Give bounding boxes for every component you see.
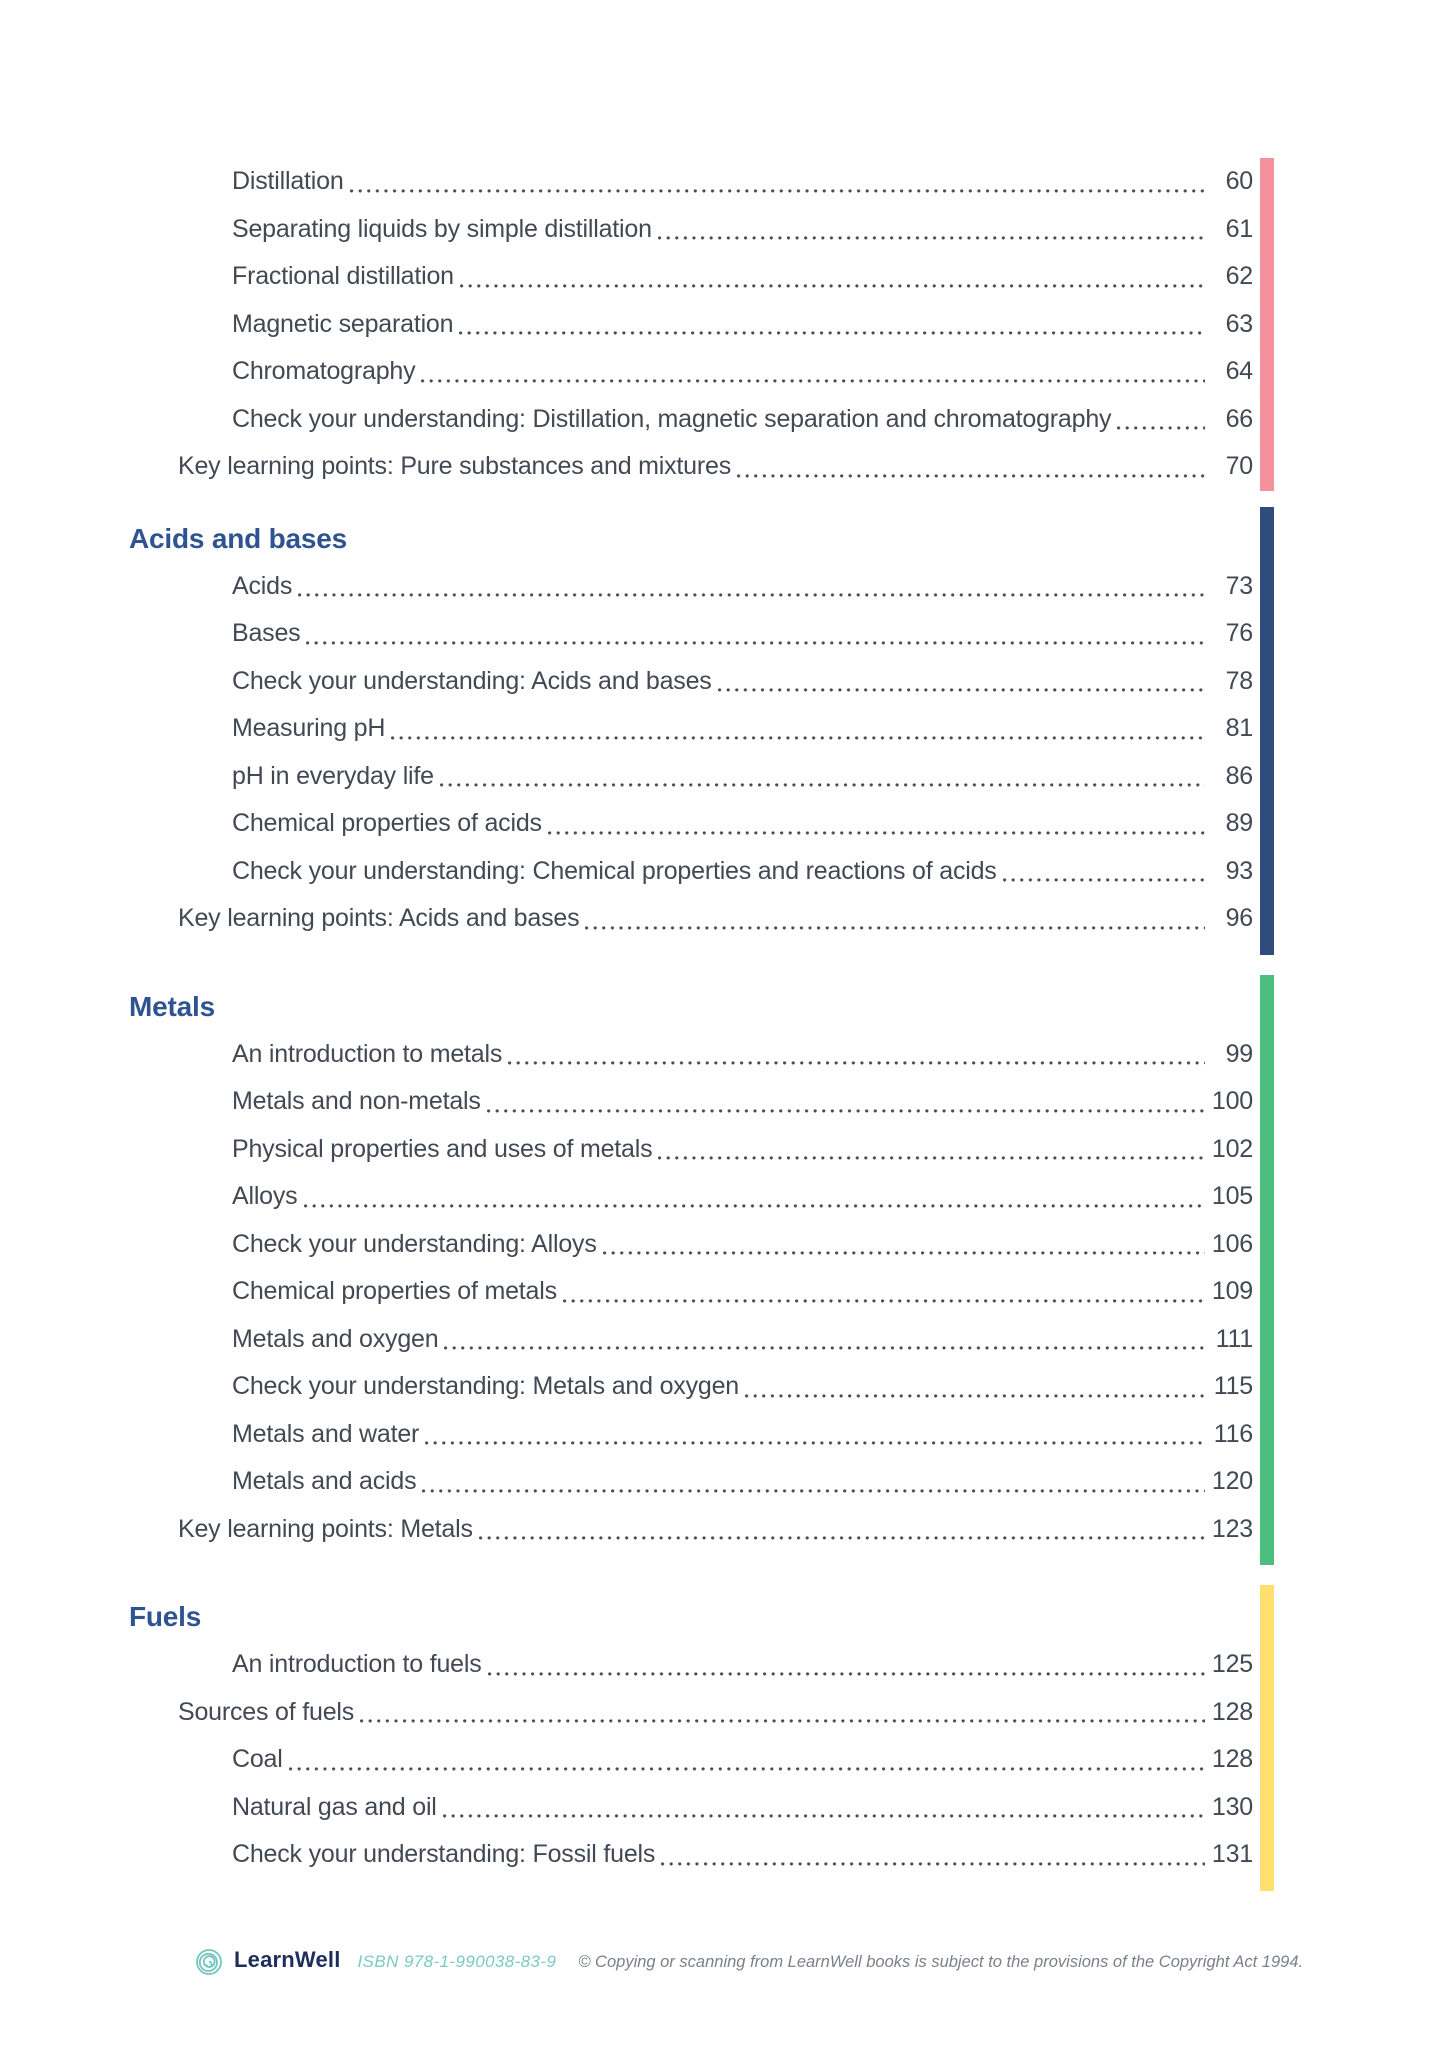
toc-entry-page-number: 63 (1225, 309, 1253, 338)
dot-leader (425, 1441, 1205, 1445)
toc-entry-label: Sources of fuels (178, 1697, 355, 1726)
dot-leader (440, 783, 1205, 787)
dot-leader (444, 1346, 1205, 1350)
toc-entry-page-number: 116 (1213, 1419, 1253, 1448)
toc-entry (0, 848, 1253, 896)
toc-entry (0, 563, 1253, 611)
toc-entry-label: pH in everyday life (232, 761, 434, 790)
toc-entry-label: Magnetic separation (232, 309, 454, 338)
page-footer (195, 1947, 1303, 1975)
dot-leader (391, 736, 1205, 740)
dot-leader (421, 379, 1205, 383)
section-entries (0, 1641, 1253, 1879)
section-entries (0, 563, 1253, 943)
toc-entry (0, 800, 1253, 848)
toc-entry (0, 1031, 1253, 1079)
toc-entry-page-number: 66 (1225, 404, 1253, 433)
toc-entry-page-number: 70 (1225, 452, 1253, 480)
toc-entry-label: Coal (232, 1745, 283, 1773)
dot-leader (603, 1251, 1205, 1255)
toc-entry-label: Metals and water (232, 1419, 420, 1448)
section-heading: Fuels (129, 1601, 202, 1632)
toc-entry-page-number: 131 (1211, 1840, 1253, 1868)
toc-entry-label: Check your understanding: Fossil fuels (232, 1840, 656, 1868)
toc-section-acids-and-bases (0, 507, 1253, 955)
toc-entry-page-number: 130 (1211, 1792, 1253, 1821)
toc-entry-page-number: 76 (1225, 619, 1253, 647)
learnwell-wordmark: LearnWell (234, 1947, 341, 1972)
toc-entry (0, 1689, 1253, 1737)
toc-entry-page-number: 109 (1211, 1277, 1253, 1305)
toc-entry (0, 895, 1253, 943)
toc-entry-page-number: 86 (1225, 761, 1253, 790)
toc-entry-label: Acids (232, 571, 293, 600)
toc-entry (0, 1641, 1253, 1689)
toc-entry-label: Chromatography (232, 357, 416, 385)
toc-entry-page-number: 105 (1211, 1182, 1253, 1210)
toc-entry-page-number: 115 (1213, 1372, 1253, 1400)
toc-entry-page-number: 128 (1211, 1697, 1253, 1726)
dot-leader (1003, 878, 1205, 882)
dot-leader (508, 1061, 1205, 1065)
dot-leader (306, 641, 1205, 645)
dot-leader (304, 1204, 1206, 1208)
dot-leader (422, 1489, 1205, 1493)
toc-entry-label: Chemical properties of acids (232, 809, 542, 837)
isbn-text: ISBN 978-1-990038-83-9 (357, 1952, 557, 1971)
toc-entry (0, 1411, 1253, 1459)
toc-entry-label: Check your understanding: Acids and bases (232, 666, 712, 695)
toc-entry (0, 1831, 1253, 1879)
toc-entry (0, 443, 1253, 491)
toc-entry (0, 206, 1253, 254)
toc-entry-label: Metals and acids (232, 1467, 417, 1495)
dot-leader (360, 1719, 1205, 1723)
toc-entry-page-number: 102 (1211, 1134, 1253, 1163)
toc-entry (0, 1316, 1253, 1364)
toc-entry-page-number: 106 (1211, 1229, 1253, 1258)
toc-entry (0, 396, 1253, 444)
toc-entry-label: Metals and oxygen (232, 1324, 439, 1353)
toc-entry-page-number: 111 (1215, 1324, 1253, 1353)
toc-entry-label: Natural gas and oil (232, 1792, 437, 1821)
dot-leader (585, 926, 1205, 930)
toc-entry-label: Separating liquids by simple distillation (232, 214, 652, 243)
toc-entry (0, 658, 1253, 706)
toc-entry-label: Physical properties and uses of metals (232, 1134, 653, 1163)
toc-entry (0, 753, 1253, 801)
toc-entry (0, 348, 1253, 396)
toc-entry-page-number: 81 (1225, 714, 1253, 742)
toc-entry-page-number: 61 (1225, 214, 1253, 243)
toc-entry-label: Alloys (232, 1182, 298, 1210)
learnwell-logo-icon (195, 1948, 223, 1976)
toc-entry-page-number: 60 (1225, 167, 1253, 195)
dot-leader (298, 593, 1205, 597)
toc-entry (0, 1078, 1253, 1126)
toc-section-pure-substances-and-mixtures-continued (0, 158, 1253, 491)
toc-entry (0, 1221, 1253, 1269)
dot-leader (350, 189, 1205, 193)
section-heading: Acids and bases (129, 522, 347, 554)
toc-entry-label: An introduction to metals (232, 1039, 503, 1068)
toc-entry-label: Check your understanding: Metals and oxygen (232, 1372, 739, 1400)
dot-leader (661, 1862, 1205, 1866)
section-color-bar (1260, 507, 1274, 955)
toc-entry (0, 158, 1253, 206)
toc-section-fuels (0, 1585, 1253, 1891)
toc-entry-label: Key learning points: Metals (178, 1514, 473, 1543)
toc-entry-label: Metals and non-metals (232, 1087, 481, 1115)
toc-entry-page-number: 96 (1225, 904, 1253, 932)
toc-entry-page-number: 100 (1211, 1087, 1253, 1115)
toc-entry (0, 1363, 1253, 1411)
toc-entry-label: Key learning points: Pure substances and mixtures (178, 452, 732, 480)
toc-entry (0, 253, 1253, 301)
section-color-bar (1260, 158, 1274, 491)
dot-leader (289, 1767, 1205, 1771)
toc-entry-label: Chemical properties of metals (232, 1277, 557, 1305)
dot-leader (459, 331, 1205, 335)
toc-entry-page-number: 62 (1225, 262, 1253, 290)
dot-leader (460, 284, 1205, 288)
toc-entry-page-number: 99 (1225, 1039, 1253, 1068)
dot-leader (488, 1672, 1205, 1676)
toc-entry-label: Check your understanding: Chemical properties and reactions of acids (232, 856, 997, 885)
toc-entry-label: Measuring pH (232, 714, 386, 742)
dot-leader (443, 1814, 1205, 1818)
section-color-bar (1260, 1585, 1274, 1891)
dot-leader (737, 474, 1205, 478)
dot-leader (658, 236, 1205, 240)
toc-entry-label: Check your understanding: Distillation, magnetic separation and chromatography (232, 404, 1112, 433)
toc-entry-label: Bases (232, 619, 301, 647)
toc-entry-page-number: 73 (1225, 571, 1253, 600)
dot-leader (745, 1394, 1205, 1398)
toc-entry-page-number: 128 (1211, 1745, 1253, 1773)
dot-leader (548, 831, 1205, 835)
toc-sections (0, 158, 1253, 1891)
toc-section-metals (0, 975, 1253, 1566)
toc-entry (0, 1736, 1253, 1784)
toc-entry-label: Distillation (232, 167, 344, 195)
toc-entry-page-number: 125 (1211, 1650, 1253, 1678)
dot-leader (718, 688, 1205, 692)
section-color-bar (1260, 975, 1274, 1566)
toc-entry (0, 1268, 1253, 1316)
toc-entry (0, 1458, 1253, 1506)
toc-entry (0, 301, 1253, 349)
toc-entry-label: Check your understanding: Alloys (232, 1229, 597, 1258)
toc-entry-label: An introduction to fuels (232, 1650, 482, 1678)
toc-entry-label: Key learning points: Acids and bases (178, 904, 580, 932)
toc-entry (0, 705, 1253, 753)
section-entries (0, 158, 1253, 491)
toc-entry (0, 1784, 1253, 1832)
toc-entry (0, 610, 1253, 658)
toc-entry (0, 1506, 1253, 1554)
toc-entry-page-number: 93 (1225, 856, 1253, 885)
dot-leader (658, 1156, 1205, 1160)
section-heading: Metals (129, 990, 215, 1022)
dot-leader (487, 1109, 1205, 1113)
toc-entry-label: Fractional distillation (232, 262, 454, 290)
toc-entry-page-number: 123 (1211, 1514, 1253, 1543)
dot-leader (479, 1536, 1205, 1540)
toc-entry-page-number: 89 (1225, 809, 1253, 837)
toc-entry-page-number: 120 (1211, 1467, 1253, 1495)
dot-leader (563, 1299, 1205, 1303)
dot-leader (1117, 426, 1205, 430)
toc-entry-page-number: 78 (1225, 666, 1253, 695)
section-entries (0, 1031, 1253, 1554)
toc-entry (0, 1173, 1253, 1221)
toc-entry (0, 1126, 1253, 1174)
toc-entry-page-number: 64 (1225, 357, 1253, 385)
copyright-text: © Copying or scanning from LearnWell books is subject to the provisions of the Copyright Act 1994. (578, 1953, 1304, 1971)
